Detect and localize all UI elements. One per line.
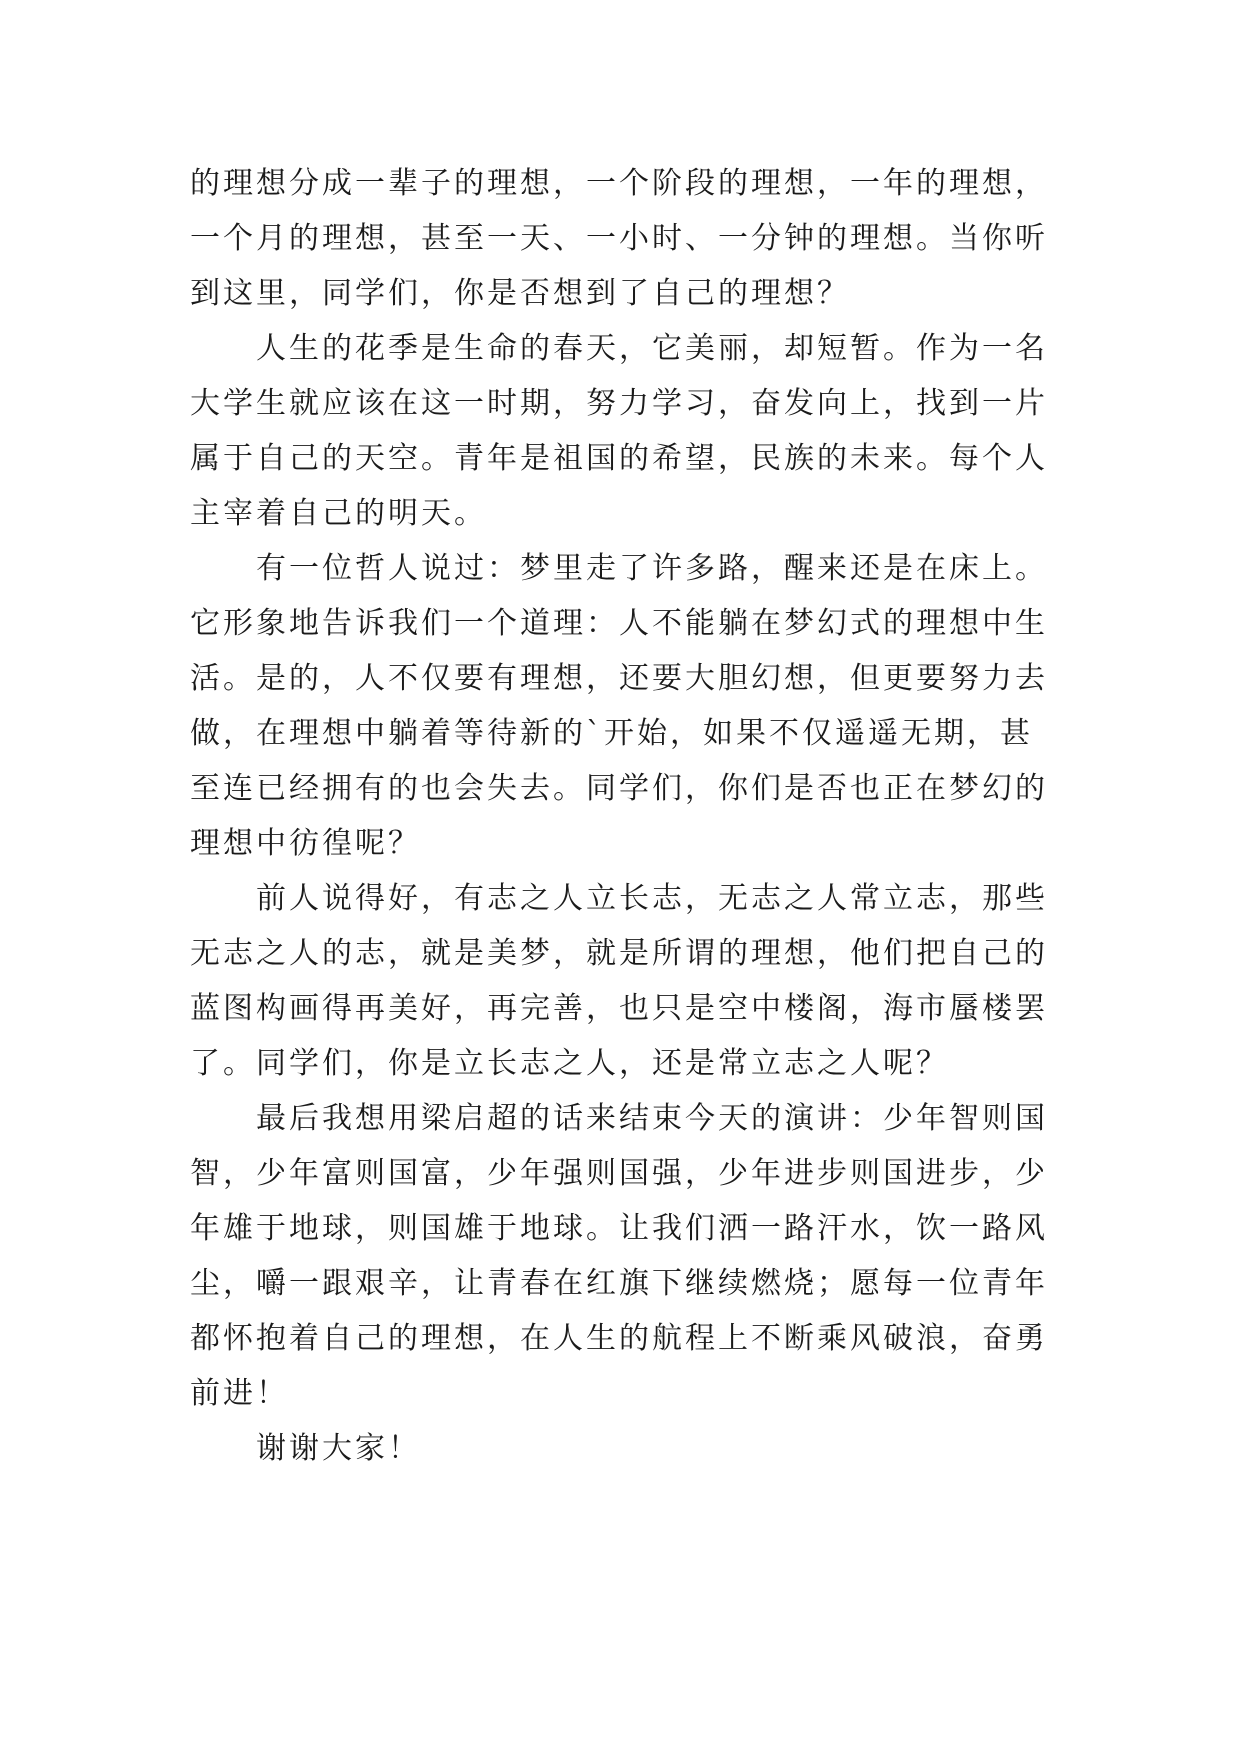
text-line: 到这里，同学们，你是否想到了自己的理想？ [190,276,850,311]
text-line: 前进！ [190,1376,289,1411]
text-line: 年雄于地球，则国雄于地球。让我们洒一路汗水，饮一路风 [190,1211,1048,1246]
speech-body [190,156,1070,1476]
paragraph-start-line: 人生的花季是生命的春天，它美丽，却短暂。作为一名 [256,331,1048,366]
paragraph-start-line: 最后我想用梁启超的话来结束今天的演讲：少年智则国 [256,1101,1048,1136]
text-line: 做，在理想中躺着等待新的`开始，如果不仅遥遥无期，甚 [190,716,1033,751]
text-line: 大学生就应该在这一时期，努力学习，奋发向上，找到一片 [190,386,1048,421]
paragraph-start-line: 前人说得好，有志之人立长志，无志之人常立志，那些 [256,881,1048,916]
text-line: 智，少年富则国富，少年强则国强，少年进步则国进步，少 [190,1156,1048,1191]
text-line: 理想中彷徨呢？ [190,826,421,861]
text-line: 一个月的理想，甚至一天、一小时、一分钟的理想。当你听 [190,221,1048,256]
text-line: 都怀抱着自己的理想，在人生的航程上不断乘风破浪，奋勇 [190,1321,1048,1356]
paragraph-start-line: 有一位哲人说过：梦里走了许多路，醒来还是在床上。 [256,551,1048,586]
text-line: 尘，嚼一跟艰辛，让青春在红旗下继续燃烧；愿每一位青年 [190,1266,1048,1301]
text-line: 至连已经拥有的也会失去。同学们，你们是否也正在梦幻的 [190,771,1048,806]
text-line: 无志之人的志，就是美梦，就是所谓的理想，他们把自己的 [190,936,1048,971]
text-line: 蓝图构画得再美好，再完善，也只是空中楼阁，海市蜃楼罢 [190,991,1048,1026]
text-line: 属于自己的天空。青年是祖国的希望，民族的未来。每个人 [190,441,1048,476]
text-line: 主宰着自己的明天。 [190,496,487,531]
text-line: 了。同学们，你是立长志之人，还是常立志之人呢？ [190,1046,949,1081]
text-line: 的理想分成一辈子的理想，一个阶段的理想，一年的理想， [190,166,1048,201]
closing-line: 谢谢大家！ [256,1431,421,1466]
text-line: 活。是的，人不仅要有理想，还要大胆幻想，但更要努力去 [190,661,1048,696]
text-line: 它形象地告诉我们一个道理：人不能躺在梦幻式的理想中生 [190,606,1048,641]
